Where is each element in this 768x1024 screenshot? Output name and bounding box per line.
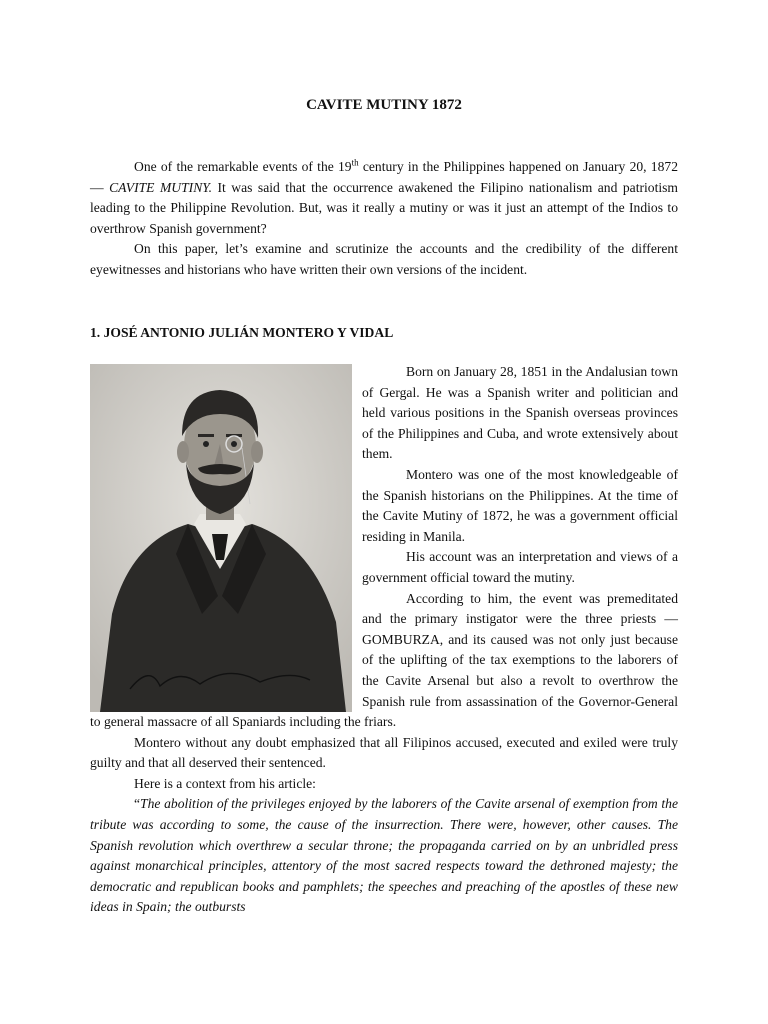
open-quote-mark: “ bbox=[134, 796, 141, 812]
bio-paragraph-5: Montero without any doubt emphasized that all Filipinos accused, executed and exiled were truly guilty and that all deserved their sentenced. bbox=[90, 734, 678, 771]
bio-paragraph-1: Born on January 28, 1851 in the Andalusian town of Gergal. He was a Spanish writer and politician and held various positions in the Spanish overseas provinces of the Philippines and Cuba, and wrote extensively about them. bbox=[362, 364, 678, 462]
bio-section bbox=[90, 362, 678, 918]
intro-text-b: century in the Philippines happened on January 20, 1872 — bbox=[90, 159, 678, 195]
section-heading: 1. JOSÉ ANTONIO JULIÁN MONTERO Y VIDAL bbox=[90, 325, 394, 340]
intro-section bbox=[90, 157, 678, 281]
intro-text-a: One of the remarkable events of the 19 bbox=[134, 159, 352, 174]
quote-paragraph bbox=[90, 794, 678, 918]
bio-paragraph-2: Montero was one of the most knowledgeable of the Spanish historians on the Philippines. At the time of the Cavite Mutiny of 1872, he was a government official residing in Manila. bbox=[362, 466, 678, 544]
intro-text-c: It was said that the occurrence awakened the Filipino nationalism and patriotism leading to the Philippine Revolution. But, was it really a mutiny or was it just an attempt of the Indios to overthrow Spanish government? bbox=[90, 179, 678, 236]
bio-paragraph-4: According to him, the event was premeditated and the primary instigator were the three priests — GOMBURZA, and its caused was not only just because of the uplifting of the tax exemptions to the laborers of the Cavite Arsenal but also a revolt to overthrow the Spanish rule from assassination of the Governor-General to general massacre of all Spaniards including the friars. bbox=[90, 590, 678, 730]
portrait-illustration bbox=[90, 364, 352, 712]
bio-paragraph-3: His account was an interpretation and views of a government official toward the mutiny. bbox=[362, 549, 678, 585]
portrait-photo bbox=[90, 364, 352, 712]
intro-paragraph-2: On this paper, let’s examine and scrutinize the accounts and the credibility of the different eyewitnesses and historians who have written their own versions of the incident. bbox=[90, 241, 678, 277]
superscript-th: th bbox=[351, 157, 359, 168]
intro-paragraph-1 bbox=[90, 157, 678, 239]
intro-emphasis: CAVITE MUTINY. bbox=[109, 179, 212, 195]
quote-text: The abolition of the privileges enjoyed by the laborers of the Cavite arsenal of exemption from the tribute was according to some, the cause of the insurrection. There were, however, other causes. The Spanish revolution which overthrew a secular throne; the propaganda carried on by an unbridled press against monarchical principles, attentory of the most sacred respects toward the dethroned majesty; the democratic and republican books and pamphlets; the speeches and preaching of the apostles of these new ideas in Spain; the outbursts bbox=[90, 796, 678, 915]
quoted-passage bbox=[90, 794, 678, 918]
page-title: CAVITE MUTINY 1872 bbox=[306, 97, 462, 113]
bio-paragraph-6: Here is a context from his article: bbox=[134, 775, 316, 791]
